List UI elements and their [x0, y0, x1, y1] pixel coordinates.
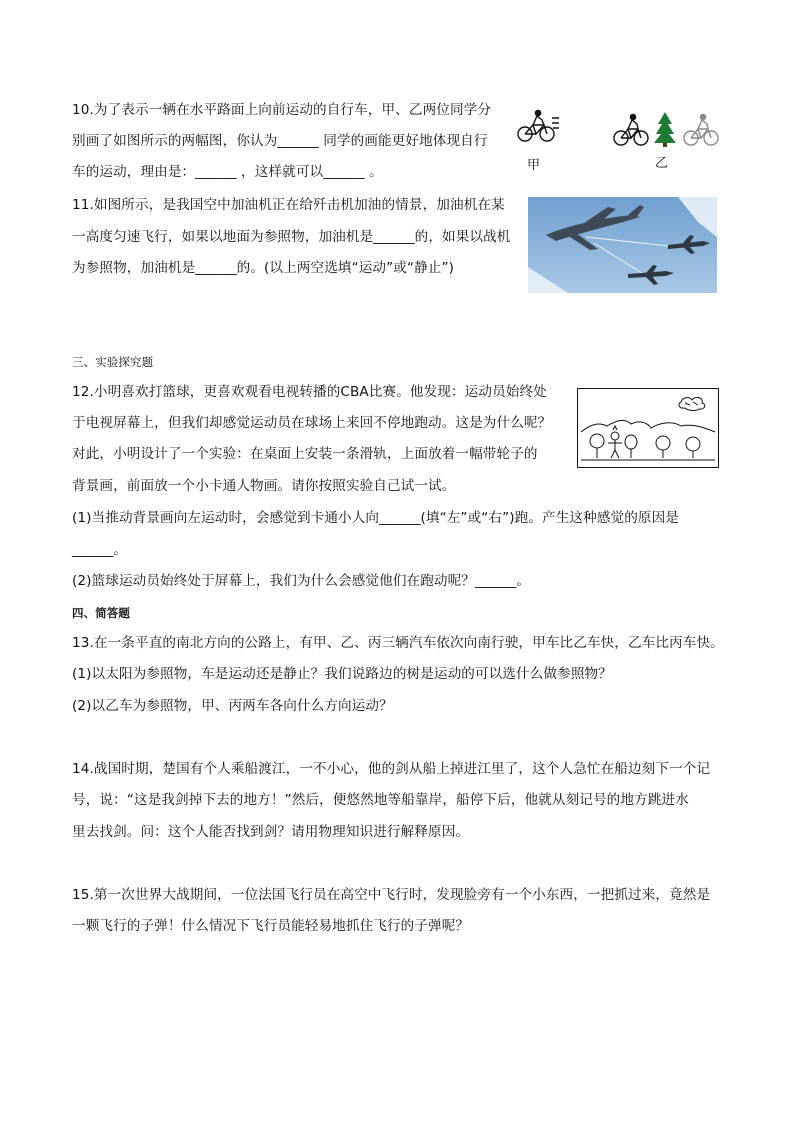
q13-sub2: (2)以乙车为参照物，甲、丙两车各向什么方向运动？ [72, 698, 393, 714]
tree-icon [654, 112, 676, 147]
q13-sub1: (1)以太阳为参照物，车是运动还是静止？我们说路边的树是运动的可以选什么做参照物？ [72, 666, 612, 682]
q14-line3: 里去找剑。问：这个人能否找到剑？请用物理知识进行解释原因。 [72, 824, 470, 840]
q13-line1: 13.在一条平直的南北方向的公路上，有甲、乙、丙三辆汽车依次向南行驶，甲车比乙车快，乙车比丙车快。 [72, 635, 724, 651]
q10-line2: 别画了如图所示的两幅图，你认为______ 同学的画能更好地体现自行 [72, 133, 488, 149]
q12-sub1-line2: ______。 [72, 542, 128, 558]
cartoon-background-figure [577, 388, 719, 468]
label-yi: 乙 [655, 156, 669, 171]
bicycle-yi-figure [612, 110, 722, 148]
q11-line2: 一高度匀速飞行，如果以地面为参照物，加油机是______的，如果以战机 [72, 229, 511, 245]
section-4-title: 四、简答题 [72, 606, 130, 620]
q12-line4: 背景画，前面放一个小卡通人物画。请你按照实验自己试一试。 [72, 478, 456, 494]
section-3-title: 三、实验探究题 [72, 355, 154, 369]
label-jia: 甲 [527, 158, 541, 173]
q11-line1: 11.如图所示，是我国空中加油机正在给歼击机加油的情景，加油机在某 [72, 197, 505, 213]
bicycle-jia-figure [516, 108, 560, 144]
q12-line2: 于电视屏幕上，但我们却感觉运动员在球场上来回不停地跑动。这是为什么呢？ [72, 415, 552, 431]
aerial-refueling-photo [528, 197, 717, 293]
q12-sub1-line1: (1)当推动背景画向左运动时，会感觉到卡通小人向______(填“左”或“右”)跑。产生这种感觉的原因是 [72, 510, 679, 526]
q11-line3: 为参照物，加油机是______的。(以上两空选填“运动”或“静止”) [72, 260, 455, 276]
q12-sub2: (2)篮球运动员始终处于屏幕上，我们为什么会感觉他们在跑动呢？______。 [72, 573, 531, 589]
q14-line2: 号，说：“这是我剑掉下去的地方！”然后，便悠然地等船靠岸，船停下后，他就从刻记号的地方跳进水 [72, 792, 689, 808]
q12-line1: 12.小明喜欢打篮球，更喜欢观看电视转播的CBA比赛。他发现：运动员始终处 [72, 384, 547, 400]
q15-line2: 一颗飞行的子弹！什么情况下飞行员能轻易地抓住飞行的子弹呢？ [72, 918, 470, 934]
q14-line1: 14.战国时期，楚国有个人乘船渡江，一不小心，他的剑从船上掉进江里了，这个人急忙在船边刻下一个记 [72, 761, 711, 777]
q15-line1: 15.第一次世界大战期间，一位法国飞行员在高空中飞行时，发现脸旁有一个小东西，一把抓过来，竟然是 [72, 887, 711, 903]
q10-line1: 10.为了表示一辆在水平路面上向前运动的自行车，甲、乙两位同学分 [72, 102, 492, 118]
q12-line3: 对此，小明设计了一个实验：在桌面上安装一条滑轨，上面放着一幅带轮子的 [72, 446, 538, 462]
q10-line3: 车的运动，理由是：______ ，这样就可以______ 。 [72, 164, 383, 180]
